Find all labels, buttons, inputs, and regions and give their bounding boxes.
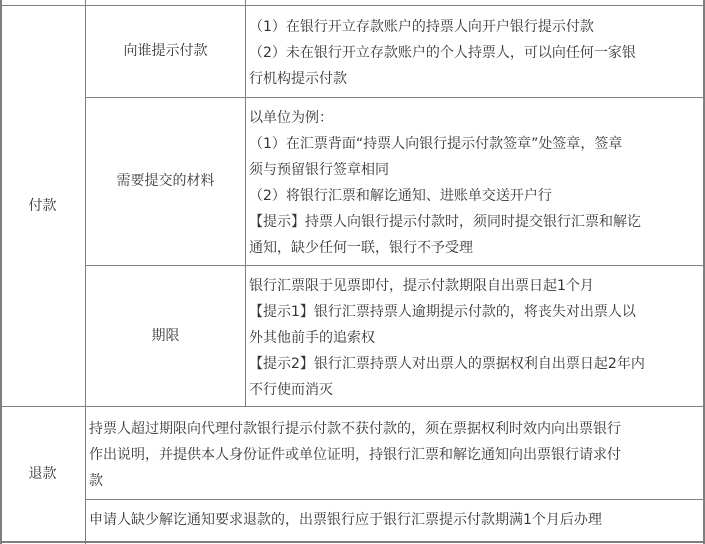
content-line: （2）未在银行开立存款账户的个人持票人，可以向任何一家银 xyxy=(249,45,636,61)
content-line: 外其他前手的追索权 xyxy=(249,330,375,346)
divider-label-column xyxy=(245,0,246,407)
content-line: 【提示】持票人向银行提示付款时，须同时提交银行汇票和解讫 xyxy=(249,214,641,230)
row-label-required-materials: 需要提交的材料 xyxy=(116,173,215,189)
row-label-cell xyxy=(86,98,245,265)
content-line: 款 xyxy=(89,473,103,489)
content-line: 不行使而消灭 xyxy=(249,382,333,398)
content-line: （1）在汇票背面“持票人向银行提示付款签章”处签章，签章 xyxy=(249,136,623,152)
category-payment-label: 付款 xyxy=(28,197,57,214)
table-border-bottom xyxy=(0,541,705,543)
content-line: （1）在银行开立存款账户的持票人向开户银行提示付款 xyxy=(249,19,594,35)
row-label-cell xyxy=(86,266,245,406)
content-line: （2）将银行汇票和解讫通知、进账单交送开户行 xyxy=(249,188,552,204)
row-label-who-to-present: 向谁提示付款 xyxy=(123,43,208,59)
content-line: 【提示2】银行汇票持票人对出票人的票据权利自出票日起2年内 xyxy=(249,356,645,372)
row-label-time-limit: 期限 xyxy=(151,327,180,344)
content-line: 行机构提示付款 xyxy=(249,71,347,87)
divider-refund-rows xyxy=(85,499,705,500)
content-line: 持票人超过期限向代理付款银行提示付款不获付款的，须在票据权利时效内向出票银行 xyxy=(89,421,621,437)
category-refund xyxy=(0,407,85,541)
content-line: 作出说明，并提供本人身份证件或单位证明，持银行汇票和解讫通知向出票银行请求付 xyxy=(89,447,621,463)
content-line: 以单位为例： xyxy=(249,110,333,126)
divider-payment-refund xyxy=(0,406,705,407)
content-line: 须与预留银行签章相同 xyxy=(249,162,389,178)
category-refund-label: 退款 xyxy=(28,465,57,482)
content-line: 申请人缺少解讫通知要求退款的，出票银行应于银行汇票提示付款期满1个月后办理 xyxy=(89,512,602,528)
category-payment xyxy=(0,6,85,406)
content-line: 银行汇票限于见票即付，提示付款期限自出票日起1个月 xyxy=(249,278,594,294)
content-line: 通知，缺少任何一联，银行不予受理 xyxy=(249,240,473,256)
row-label-cell xyxy=(86,6,245,97)
content-line: 【提示1】银行汇票持票人逾期提示付款的，将丧失对出票人以 xyxy=(249,304,636,320)
